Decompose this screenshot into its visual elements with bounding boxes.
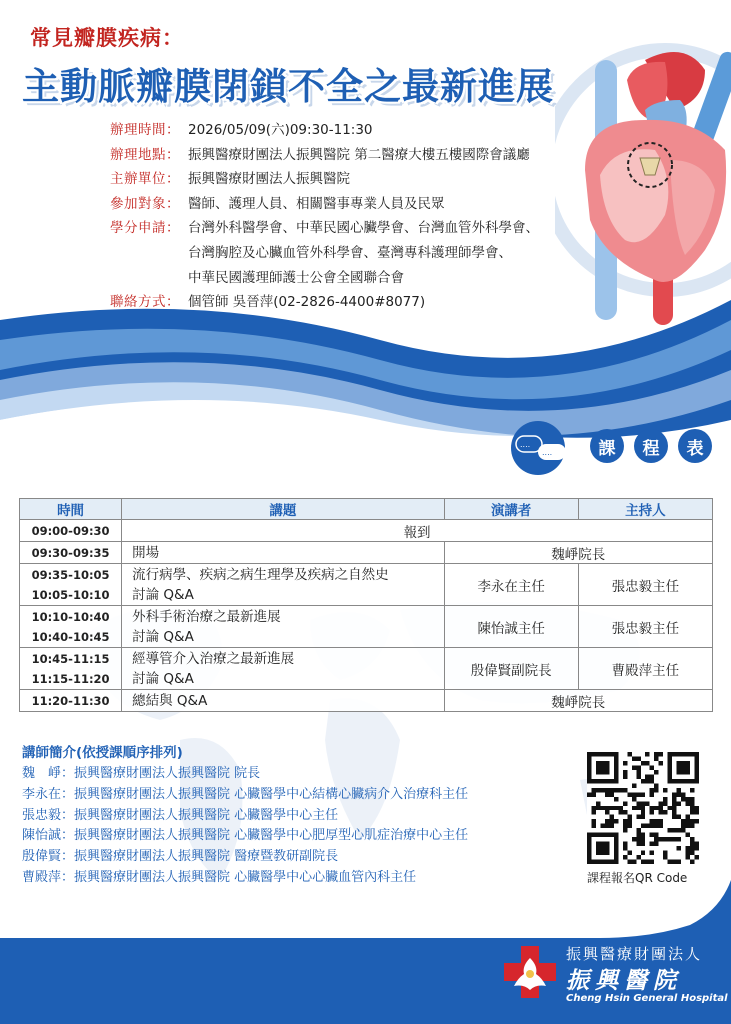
cell-host: 張忠毅主任 xyxy=(578,564,712,606)
cell-topic-line: 討論 Q&A xyxy=(132,670,194,687)
schedule-heading-char: 程 xyxy=(634,429,668,463)
footer-org: 振興醫療財團法人 xyxy=(566,945,703,963)
speaker-name: 陳怡誠： xyxy=(22,828,75,844)
info-value xyxy=(188,143,530,168)
poster-title: 主動脈瓣膜閉鎖不全之最新進展 xyxy=(22,65,554,108)
info-label: 學分申請： xyxy=(110,220,180,237)
cell-time xyxy=(20,648,122,690)
cell-time-line: 10:45-11:15 xyxy=(31,651,110,666)
cell-time-line: 10:05-10:10 xyxy=(31,587,110,602)
info-label: 聯絡方式： xyxy=(110,294,180,311)
speaker-desc: 振興醫療財團法人振興醫院 心臟醫學中心心臟血管內科主任 xyxy=(74,869,417,885)
schedule-heading-char: 表 xyxy=(678,429,712,463)
cell-topic-line: 外科手術治療之最新進展 xyxy=(132,608,281,625)
speaker-desc: 振興醫療財團法人振興醫院 心臟醫學中心肥厚型心肌症治療中心主任 xyxy=(74,828,469,844)
speaker-item xyxy=(22,785,582,806)
cell-topic xyxy=(122,606,444,648)
info-value xyxy=(188,192,445,217)
cell-speaker: 陳怡誠主任 xyxy=(444,606,578,648)
header-time: 時間 xyxy=(20,499,122,520)
cell-time-line: 10:10-10:40 xyxy=(31,609,110,624)
cell-time xyxy=(20,520,122,542)
cell-topic-line: 流行病學、疾病之病生理學及疾病之自然史 xyxy=(132,566,389,583)
hospital-logo-icon xyxy=(502,944,558,1000)
cell-topic-line: 討論 Q&A xyxy=(132,628,194,645)
info-value-line: 個管師 吳晉萍(02-2826-4400#8077) xyxy=(188,294,426,311)
speaker-item xyxy=(22,806,582,827)
info-row xyxy=(110,192,630,217)
table-row xyxy=(20,648,713,690)
cell-time xyxy=(20,690,122,712)
info-label: 主辦單位： xyxy=(110,171,180,188)
speaker-item xyxy=(22,847,582,868)
info-value-line: 台灣外科醫學會、中華民國心臟學會、台灣血管外科學會、 xyxy=(188,220,539,237)
info-value xyxy=(188,167,350,192)
info-value-line: 醫師、護理人員、相關醫事專業人員及民眾 xyxy=(188,195,445,212)
cell-topic xyxy=(122,690,444,712)
speaker-name: 張忠毅： xyxy=(22,807,75,823)
cell-topic xyxy=(122,648,444,690)
cell-topic xyxy=(122,542,444,564)
cell-time-line: 10:40-10:45 xyxy=(31,629,110,644)
cell-topic-line: 報到 xyxy=(403,524,431,541)
info-label: 辦理地點： xyxy=(110,146,180,163)
cell-speaker: 魏崢院長 xyxy=(444,542,712,564)
cell-speaker: 李永在主任 xyxy=(444,564,578,606)
speaker-desc: 振興醫療財團法人振興醫院 醫療暨教研副院長 xyxy=(74,849,339,865)
info-value-line: 中華民國護理師護士公會全國聯合會 xyxy=(188,269,404,286)
info-value-line: 2026/05/09(六)09:30-11:30 xyxy=(188,122,373,138)
chat-bubble-icon xyxy=(506,420,576,476)
cell-host: 張忠毅主任 xyxy=(578,606,712,648)
speaker-name: 李永在： xyxy=(22,786,75,802)
table-header-row xyxy=(20,499,713,520)
footer-hospital-name: 振興醫院 xyxy=(566,968,682,994)
cell-topic-line: 討論 Q&A xyxy=(132,586,194,603)
cell-topic xyxy=(122,564,444,606)
speaker-item xyxy=(22,764,582,785)
schedule-heading-char: 課 xyxy=(590,429,624,463)
table-row xyxy=(20,690,713,712)
table-row xyxy=(20,564,713,606)
info-row xyxy=(110,167,630,192)
cell-topic-line: 開場 xyxy=(132,544,160,561)
svg-text:....: .... xyxy=(542,448,553,457)
cell-time-line: 11:15-11:20 xyxy=(31,671,110,686)
header-speaker: 演講者 xyxy=(444,499,578,520)
speaker-name: 曹殿萍： xyxy=(22,869,75,885)
cell-time-line: 11:20-11:30 xyxy=(31,693,110,708)
info-value-line: 振興醫療財團法人振興醫院 xyxy=(188,171,350,188)
table-row xyxy=(20,606,713,648)
cell-topic xyxy=(122,520,713,542)
cell-topic-line: 經導管介入治療之最新進展 xyxy=(132,650,295,667)
footer-hospital-en: Cheng Hsin General Hospital xyxy=(566,993,728,1004)
speaker-bios-title: 講師簡介(依授課順序排列) xyxy=(22,745,183,761)
schedule-heading xyxy=(506,420,716,476)
speaker-desc: 振興醫療財團法人振興醫院 院長 xyxy=(74,766,261,781)
speaker-name: 魏 崢： xyxy=(22,766,75,781)
speaker-bios xyxy=(22,743,582,889)
info-value-line: 台灣胸腔及心臟血管外科學會、臺灣專科護理師學會、 xyxy=(188,244,512,261)
cell-speaker: 殷偉賢副院長 xyxy=(444,648,578,690)
qr-code[interactable] xyxy=(587,752,699,864)
svg-text:....: .... xyxy=(520,440,531,449)
poster-subtitle: 常見瓣膜疾病： xyxy=(30,26,184,50)
cell-topic-line: 總結與 Q&A xyxy=(132,692,208,709)
qr-caption: 課程報名QR Code xyxy=(587,871,688,885)
info-label: 參加對象： xyxy=(110,195,180,212)
table-row xyxy=(20,520,713,542)
info-row xyxy=(110,118,630,143)
schedule-table xyxy=(19,498,713,712)
info-value-line: 振興醫療財團法人振興醫院 第二醫療大樓五樓國際會議廳 xyxy=(188,146,530,163)
cell-time-line: 09:30-09:35 xyxy=(31,545,110,560)
cell-time xyxy=(20,606,122,648)
header-topic: 講題 xyxy=(122,499,444,520)
speaker-name: 殷偉賢： xyxy=(22,849,75,865)
speaker-desc: 振興醫療財團法人振興醫院 心臟醫學中心主任 xyxy=(74,807,339,823)
cell-time-line: 09:35-10:05 xyxy=(31,567,110,582)
header-host: 主持人 xyxy=(578,499,712,520)
speaker-desc: 振興醫療財團法人振興醫院 心臟醫學中心結構心臟病介入治療科主任 xyxy=(74,786,469,802)
info-row xyxy=(110,143,630,168)
cell-time xyxy=(20,542,122,564)
cell-host: 曹殿萍主任 xyxy=(578,648,712,690)
table-row xyxy=(20,542,713,564)
cell-time xyxy=(20,564,122,606)
info-label: 辦理時間： xyxy=(110,122,180,138)
info-value xyxy=(188,118,373,143)
cell-time-line: 09:00-09:30 xyxy=(31,523,110,538)
cell-speaker: 魏崢院長 xyxy=(444,690,712,712)
speaker-item xyxy=(22,826,582,847)
